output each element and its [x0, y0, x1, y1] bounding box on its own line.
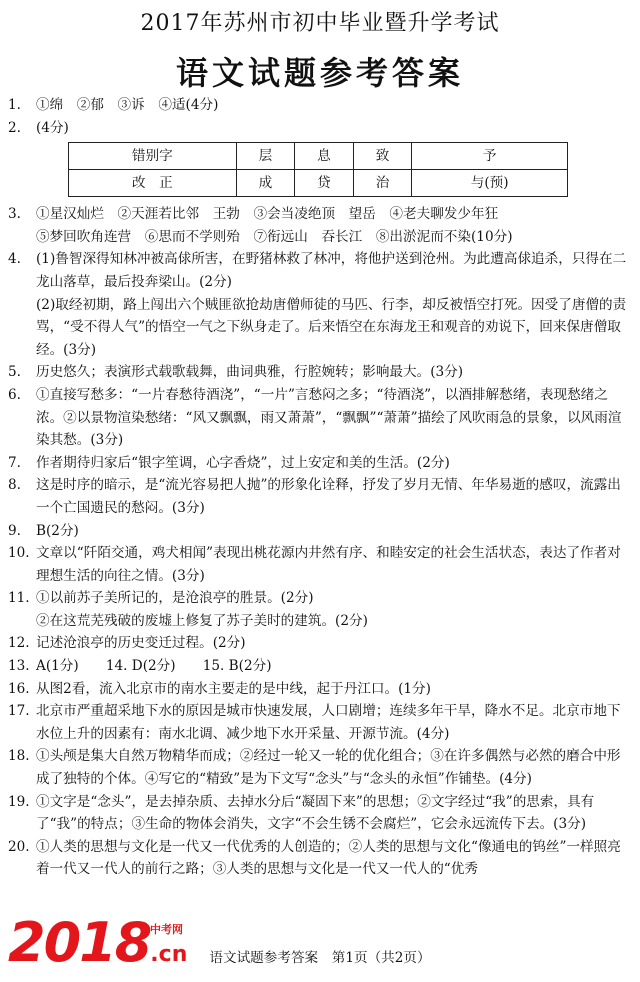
answer-text: 文章以“阡陌交通，鸡犬相闻”表现出桃花源内井然有序、和睦安定的社会生活状态，表达了作者对理想生活的向往之情。(3分)	[36, 545, 621, 584]
answer-list	[8, 94, 632, 881]
answer-number: 3.	[8, 206, 21, 223]
table-cell: 贷	[295, 170, 354, 197]
answer-number: 4.	[8, 251, 21, 268]
watermark-year: 2018	[8, 911, 151, 974]
answer-text: (4分)	[36, 119, 69, 136]
table-cell: 致	[353, 143, 412, 170]
answer-7	[8, 452, 632, 475]
answer-6	[8, 384, 632, 452]
watermark-domain: .cn	[150, 942, 188, 967]
answer-number: 12.	[8, 635, 30, 652]
answer-text: ①文字是“念头”，是去掉杂质、去掉水分后“凝固下来”的思想；②文字经过“我”的思索，具有了“我”的特点；③生命的物体会消失，文字“不会生锈不会腐烂”，它会永远流传下去。(3分)	[36, 793, 595, 833]
answer-number: 18.	[8, 748, 30, 765]
answer-number: 20.	[8, 838, 30, 855]
answer-number: 8.	[8, 477, 21, 494]
watermark-site-name: 中考网	[150, 923, 183, 936]
answer-paragraph: (2)取经初期，路上闯出六个贼匪欲抢劫唐僧师徒的马匹、行李，却反被悟空打死。因受了唐僧的责骂，“受不得人气”的悟空一气之下纵身走了。后来悟空在东海龙王和观音的劝说下，回来保唐僧取经。(3分)	[36, 296, 627, 358]
answer-19	[8, 791, 632, 836]
answer-number: 1.	[8, 97, 21, 113]
answer-line: ②在这荒芜残破的废墟上修复了苏子美时的建筑。(2分)	[36, 612, 368, 629]
answer-11	[8, 587, 632, 632]
typo-correction-table	[68, 142, 568, 197]
answer-number: 9.	[8, 522, 21, 539]
answer-13-15	[8, 655, 632, 678]
answer-4	[8, 248, 632, 361]
table-cell: 成	[236, 170, 295, 197]
table-cell: 治	[353, 170, 412, 197]
answer-text: 这是时序的暗示，是“流光容易把人抛”的形象化诠释，抒发了岁月无情、年华易逝的感叹，流露出一个亡国遗民的愁闷。(3分)	[36, 477, 621, 516]
answer-number: 11.	[8, 590, 30, 607]
answer-paragraph: (1)鲁智深得知林冲被高俅所害，在野猪林救了林冲，将他护送到沧州。为此遭高俅追杀，只得在二龙山落草，最后投奔梁山。(2分)	[36, 251, 627, 290]
answer-5	[8, 361, 632, 384]
table-header-cell: 改 正	[69, 170, 237, 197]
answer-20	[8, 836, 632, 881]
table-row	[69, 143, 568, 170]
answer-text: 从图2看，流入北京市的南水主要走的是中线，起于丹江口。(1分)	[36, 680, 431, 697]
answer-text: A(1分) 14. D(2分) 15. B(2分)	[36, 658, 272, 675]
answer-line: ①以前苏子美所记的，是沧浪亭的胜景。(2分)	[36, 590, 314, 607]
answer-number: 2.	[8, 119, 21, 136]
table-row	[69, 170, 568, 197]
table-header-cell: 错别字	[69, 143, 237, 170]
answer-number: 7.	[8, 454, 21, 471]
document-title: 语文试题参考答案	[175, 54, 464, 92]
table-cell: 息	[295, 143, 354, 170]
answer-17	[8, 700, 632, 745]
answer-number: 5.	[8, 364, 21, 381]
answer-number: 10.	[8, 545, 30, 562]
answer-body	[36, 248, 632, 361]
answer-number: 13.	[8, 658, 30, 675]
answer-text: 历史悠久；表演形式载歌载舞，曲词典雅，行腔婉转；影响最大。(3分)	[36, 364, 464, 381]
answer-number: 19.	[8, 793, 30, 810]
answer-text: ①头颅是集大自然万物精华而成；②经过一轮又一轮的优化组合；③在许多偶然与必然的磨合中形成了独特的个体。④写它的“精致”是为下文写“念头”与“念头的永恒”作铺垫。(4分)	[36, 748, 621, 788]
answer-text: B(2分)	[36, 522, 79, 539]
answer-3	[8, 203, 632, 248]
table-cell: 与(预)	[412, 170, 568, 197]
answer-text: 作者期待归家后“银字笙调，心字香烧”，过上安定和美的生活。(2分)	[36, 454, 450, 471]
answer-number: 6.	[8, 386, 21, 403]
table-cell: 层	[236, 143, 295, 170]
table-cell: 予	[412, 143, 568, 170]
answer-12	[8, 632, 632, 655]
answer-line: ①星汉灿烂 ②天涯若比邻 王勃 ③会当凌绝顶 望岳 ④老夫聊发少年狂	[36, 206, 499, 223]
answer-1	[8, 94, 632, 117]
answer-text: ①绵 ②郁 ③诉 ④适(4分)	[36, 97, 219, 113]
page-footer: 语文试题参考答案 第1页（共2页）	[209, 950, 431, 966]
answer-text: 北京市严重超采地下水的原因是城市快速发展，人口剧增；连续多年干旱，降水不足。北京市地下水位上升的因素有：南水北调、减少地下水开采量、开源节流。(4分)	[36, 703, 621, 742]
answer-10	[8, 542, 632, 587]
answer-18	[8, 745, 632, 790]
answer-9	[8, 520, 632, 543]
answer-number: 16.	[8, 680, 30, 697]
answer-body	[36, 587, 632, 632]
answer-line: ⑤梦回吹角连营 ⑥思而不学则殆 ⑦衔远山 吞长江 ⑧出淤泥而不染(10分)	[36, 228, 513, 245]
answer-8	[8, 474, 632, 519]
answer-16	[8, 678, 632, 701]
answer-text: ①直接写愁多：“一片春愁待酒浇”，“一片”言愁闷之多；“待酒浇”，以酒排解愁绪，表现愁绪之浓。②以景物渲染愁绪：“风又飘飘，雨又萧萧”，“飘飘”“萧萧”描绘了风吹雨急的景象，以风雨渲染其愁。(3分)	[36, 386, 622, 449]
answer-body	[36, 203, 632, 248]
answer-text: ①人类的思想与文化是一代又一代优秀的人创造的；②人类的思想与文化“像通电的钨丝”一样照亮着一代又一代人的前行之路；③人类的思想与文化是一代又一代人的“优秀	[36, 838, 621, 878]
answer-2	[8, 117, 632, 140]
answer-number: 17.	[8, 703, 30, 720]
answer-text: 记述沧浪亭的历史变迁过程。(2分)	[36, 635, 246, 652]
exam-title: 2017年苏州市初中毕业暨升学考试	[140, 11, 500, 36]
